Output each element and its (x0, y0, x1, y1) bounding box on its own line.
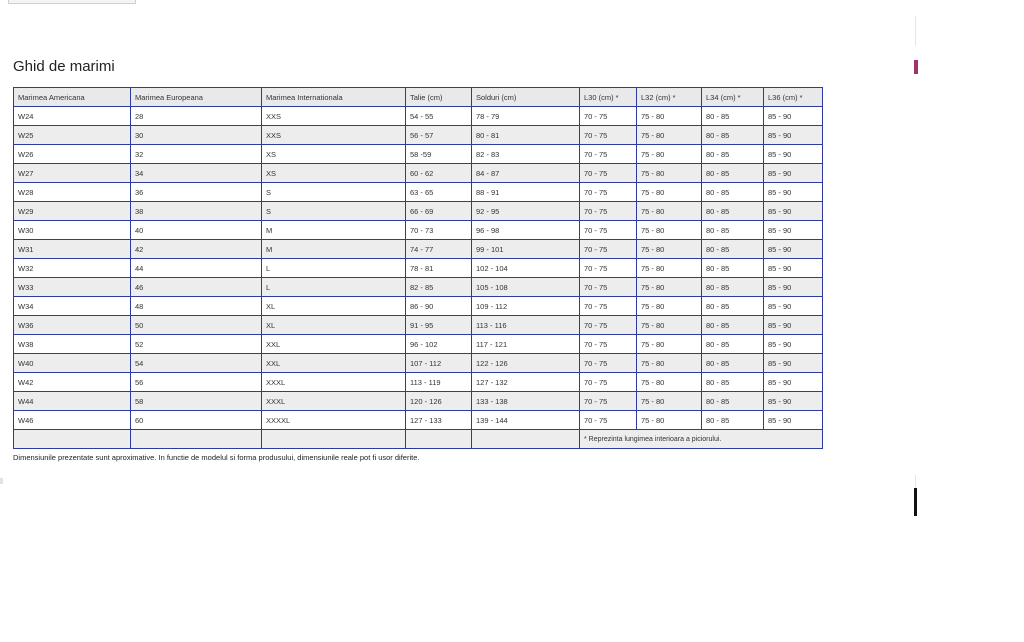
header-cell: Marimea Europeana (131, 88, 262, 107)
table-cell: W46 (14, 411, 131, 430)
table-row (14, 145, 823, 164)
table-cell: W30 (14, 221, 131, 240)
table-cell: M (262, 221, 406, 240)
table-cell: 80 - 85 (702, 411, 764, 430)
table-cell: XL (262, 297, 406, 316)
table-cell: 109 - 112 (472, 297, 580, 316)
table-cell: 28 (131, 107, 262, 126)
table-cell: 75 - 80 (637, 107, 702, 126)
table-cell: XXL (262, 354, 406, 373)
table-cell: 85 - 90 (764, 221, 823, 240)
table-cell: 66 - 69 (406, 202, 472, 221)
header-cell: Marimea Americana (14, 88, 131, 107)
table-cell: 85 - 90 (764, 183, 823, 202)
table-cell: 78 - 79 (472, 107, 580, 126)
table-cell: 139 - 144 (472, 411, 580, 430)
table-cell: 75 - 80 (637, 335, 702, 354)
table-cell: 133 - 138 (472, 392, 580, 411)
table-cell: 42 (131, 240, 262, 259)
header-cell: L32 (cm) * (637, 88, 702, 107)
table-cell: 88 - 91 (472, 183, 580, 202)
table-cell: 113 - 116 (472, 316, 580, 335)
table-cell: XXXL (262, 392, 406, 411)
header-cell: L36 (cm) * (764, 88, 823, 107)
table-note: * Reprezinta lungimea interioara a piciorului. (580, 430, 823, 449)
empty-cell (406, 430, 472, 449)
table-row (14, 126, 823, 145)
table-cell: 70 - 75 (580, 278, 637, 297)
table-cell: 70 - 75 (580, 183, 637, 202)
table-cell: 75 - 80 (637, 411, 702, 430)
table-cell: S (262, 183, 406, 202)
table-cell: 85 - 90 (764, 297, 823, 316)
table-cell: 75 - 80 (637, 354, 702, 373)
table-cell: 85 - 90 (764, 259, 823, 278)
top-tab-edge (8, 0, 136, 4)
table-cell: 85 - 90 (764, 145, 823, 164)
scroll-accent-marker (914, 60, 918, 74)
table-cell: 85 - 90 (764, 107, 823, 126)
table-row (14, 107, 823, 126)
table-cell: 48 (131, 297, 262, 316)
right-divider (915, 16, 916, 46)
table-cell: 127 - 133 (406, 411, 472, 430)
table-cell: XXL (262, 335, 406, 354)
table-cell: W36 (14, 316, 131, 335)
table-cell: 74 - 77 (406, 240, 472, 259)
table-cell: 82 - 83 (472, 145, 580, 164)
table-cell: XL (262, 316, 406, 335)
table-row (14, 411, 823, 430)
table-row (14, 221, 823, 240)
table-cell: W27 (14, 164, 131, 183)
table-cell: 85 - 90 (764, 316, 823, 335)
table-cell: 75 - 80 (637, 259, 702, 278)
table-cell: 80 - 85 (702, 354, 764, 373)
left-edge-marker (0, 478, 3, 484)
table-cell: 80 - 85 (702, 202, 764, 221)
table-row (14, 373, 823, 392)
table-cell: 80 - 85 (702, 183, 764, 202)
table-cell: 99 - 101 (472, 240, 580, 259)
table-cell: XXXL (262, 373, 406, 392)
table-cell: W24 (14, 107, 131, 126)
table-cell: 85 - 90 (764, 278, 823, 297)
table-row (14, 354, 823, 373)
table-cell: 70 - 75 (580, 392, 637, 411)
table-cell: 80 - 85 (702, 335, 764, 354)
disclaimer-text: Dimensiunile prezentate sunt aproximative. In functie de modelul si forma produsului, dimensiunile reale pot fi usor diferite. (13, 453, 420, 462)
table-cell: W25 (14, 126, 131, 145)
table-cell: W42 (14, 373, 131, 392)
table-cell: 52 (131, 335, 262, 354)
table-cell: 92 - 95 (472, 202, 580, 221)
table-cell: 75 - 80 (637, 240, 702, 259)
table-cell: 34 (131, 164, 262, 183)
table-body (14, 107, 823, 449)
table-cell: 75 - 80 (637, 297, 702, 316)
table-cell: 113 - 119 (406, 373, 472, 392)
table-cell: 117 - 121 (472, 335, 580, 354)
table-cell: 80 - 85 (702, 240, 764, 259)
table-cell: 80 - 85 (702, 297, 764, 316)
table-cell: 60 (131, 411, 262, 430)
table-cell: 46 (131, 278, 262, 297)
table-cell: 80 - 85 (702, 221, 764, 240)
table-cell: 70 - 75 (580, 297, 637, 316)
table-cell: 85 - 90 (764, 392, 823, 411)
table-cell: W28 (14, 183, 131, 202)
table-cell: 70 - 75 (580, 354, 637, 373)
table-cell: 85 - 90 (764, 164, 823, 183)
table-cell: 84 - 87 (472, 164, 580, 183)
table-cell: 85 - 90 (764, 411, 823, 430)
header-cell: Solduri (cm) (472, 88, 580, 107)
size-guide-table (13, 87, 823, 449)
header-cell: Talie (cm) (406, 88, 472, 107)
table-row (14, 164, 823, 183)
table-row (14, 335, 823, 354)
table-cell: 127 - 132 (472, 373, 580, 392)
table-cell: W38 (14, 335, 131, 354)
table-cell: W26 (14, 145, 131, 164)
table-cell: 85 - 90 (764, 240, 823, 259)
table-cell: 105 - 108 (472, 278, 580, 297)
table-cell: M (262, 240, 406, 259)
table-cell: W31 (14, 240, 131, 259)
table-row (14, 259, 823, 278)
table-row (14, 278, 823, 297)
table-row (14, 183, 823, 202)
table-cell: 38 (131, 202, 262, 221)
table-cell: W44 (14, 392, 131, 411)
table-cell: 70 - 75 (580, 126, 637, 145)
table-cell: 75 - 80 (637, 316, 702, 335)
table-cell: 32 (131, 145, 262, 164)
table-cell: 75 - 80 (637, 278, 702, 297)
table-row (14, 202, 823, 221)
table-cell: 75 - 80 (637, 183, 702, 202)
table-cell: 70 - 75 (580, 335, 637, 354)
empty-cell (472, 430, 580, 449)
table-cell: W34 (14, 297, 131, 316)
table-cell: 102 - 104 (472, 259, 580, 278)
table-cell: 80 - 85 (702, 392, 764, 411)
table-row (14, 316, 823, 335)
table-cell: 85 - 90 (764, 202, 823, 221)
table-cell: 122 - 126 (472, 354, 580, 373)
table-cell: 85 - 90 (764, 126, 823, 145)
table-cell: 75 - 80 (637, 164, 702, 183)
table-cell: 96 - 102 (406, 335, 472, 354)
page-title: Ghid de marimi (13, 58, 115, 75)
table-cell: L (262, 259, 406, 278)
empty-cell (131, 430, 262, 449)
table-cell: 80 - 81 (472, 126, 580, 145)
table-cell: 80 - 85 (702, 278, 764, 297)
table-cell: W29 (14, 202, 131, 221)
header-cell: Marimea Internationala (262, 88, 406, 107)
table-cell: 82 - 85 (406, 278, 472, 297)
table-cell: 70 - 75 (580, 259, 637, 278)
table-cell: 60 - 62 (406, 164, 472, 183)
table-cell: 58 (131, 392, 262, 411)
table-cell: S (262, 202, 406, 221)
text-cursor-marker (914, 488, 917, 516)
table-cell: 85 - 90 (764, 354, 823, 373)
table-cell: 80 - 85 (702, 145, 764, 164)
table-cell: 80 - 85 (702, 316, 764, 335)
table-cell: 107 - 112 (406, 354, 472, 373)
table-cell: 78 - 81 (406, 259, 472, 278)
table-cell: 80 - 85 (702, 107, 764, 126)
table-cell: 30 (131, 126, 262, 145)
empty-cell (262, 430, 406, 449)
table-cell: 70 - 75 (580, 202, 637, 221)
table-cell: 85 - 90 (764, 335, 823, 354)
table-row (14, 240, 823, 259)
table-cell: XXXXL (262, 411, 406, 430)
table-cell: 120 - 126 (406, 392, 472, 411)
table-cell: 75 - 80 (637, 145, 702, 164)
table-cell: 63 - 65 (406, 183, 472, 202)
table-cell: 85 - 90 (764, 373, 823, 392)
table-cell: 91 - 95 (406, 316, 472, 335)
table-cell: 50 (131, 316, 262, 335)
table-cell: 54 - 55 (406, 107, 472, 126)
table-cell: 58 -59 (406, 145, 472, 164)
table-note-row (14, 430, 823, 449)
table-cell: 80 - 85 (702, 126, 764, 145)
table-cell: L (262, 278, 406, 297)
table-cell: W32 (14, 259, 131, 278)
table-cell: 70 - 75 (580, 240, 637, 259)
table-cell: 75 - 80 (637, 202, 702, 221)
table-cell: XXS (262, 107, 406, 126)
table-cell: 40 (131, 221, 262, 240)
table-cell: 70 - 75 (580, 145, 637, 164)
table-cell: 70 - 75 (580, 164, 637, 183)
table-cell: XS (262, 164, 406, 183)
table-cell: 75 - 80 (637, 221, 702, 240)
table-cell: 56 - 57 (406, 126, 472, 145)
table-cell: 75 - 80 (637, 373, 702, 392)
table-cell: 70 - 75 (580, 316, 637, 335)
table-cell: 86 - 90 (406, 297, 472, 316)
table-cell: 75 - 80 (637, 392, 702, 411)
table-header-row (14, 88, 823, 107)
table-row (14, 392, 823, 411)
table-cell: 56 (131, 373, 262, 392)
table-cell: W40 (14, 354, 131, 373)
table-cell: W33 (14, 278, 131, 297)
table-row (14, 297, 823, 316)
table-cell: XXS (262, 126, 406, 145)
table-cell: 70 - 75 (580, 411, 637, 430)
table-cell: 96 - 98 (472, 221, 580, 240)
table-cell: 80 - 85 (702, 164, 764, 183)
table-cell: 80 - 85 (702, 373, 764, 392)
table-cell: 54 (131, 354, 262, 373)
header-cell: L30 (cm) * (580, 88, 637, 107)
empty-cell (14, 430, 131, 449)
table-cell: 70 - 73 (406, 221, 472, 240)
table-cell: 70 - 75 (580, 373, 637, 392)
table-cell: 70 - 75 (580, 107, 637, 126)
table-cell: 80 - 85 (702, 259, 764, 278)
table-cell: 44 (131, 259, 262, 278)
header-cell: L34 (cm) * (702, 88, 764, 107)
table-cell: 36 (131, 183, 262, 202)
table-cell: XS (262, 145, 406, 164)
table-cell: 75 - 80 (637, 126, 702, 145)
table-cell: 70 - 75 (580, 221, 637, 240)
